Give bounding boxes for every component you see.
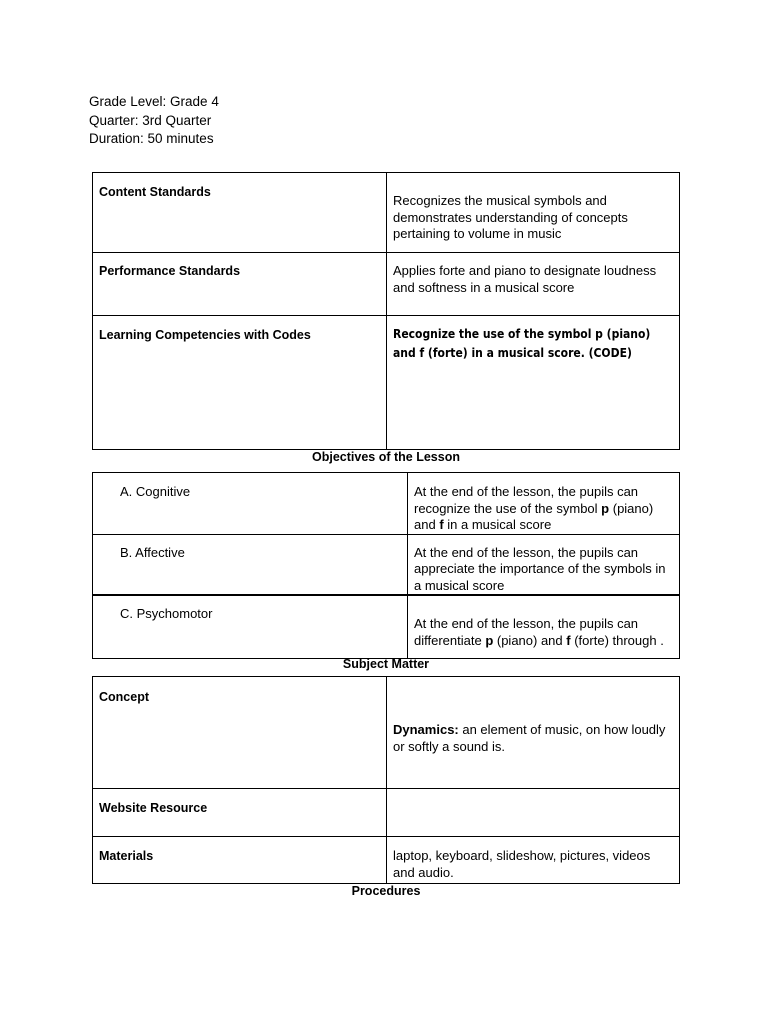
quarter: Quarter: 3rd Quarter	[89, 112, 212, 128]
materials-value: laptop, keyboard, slideshow, pictures, videos and audio.	[387, 837, 680, 884]
grade-level: Grade Level: Grade 4	[89, 94, 219, 109]
website-resource-label: Website Resource	[99, 801, 208, 815]
performance-standards-label: Performance Standards	[99, 264, 241, 278]
procedures-title: Procedures	[351, 884, 421, 898]
competencies-label: Learning Competencies with Codes	[99, 328, 311, 342]
psychomotor-value: At the end of the lesson, the pupils can differentiate p (piano) and f (forte) through .	[408, 595, 680, 658]
psychomotor-label: C. Psychomotor	[93, 595, 408, 658]
content-standards-value: Recognizes the musical symbols and demonstrates understanding of concepts pertaining to volume in music	[387, 173, 680, 253]
lesson-meta	[89, 93, 219, 149]
cognitive-label: A. Cognitive	[93, 473, 408, 535]
standards-table	[92, 172, 680, 450]
performance-standards-value: Applies forte and piano to designate loudness and softness in a musical score	[387, 253, 680, 316]
objectives-table	[92, 472, 680, 659]
affective-value: At the end of the lesson, the pupils can appreciate the importance of the symbols in a musical score	[408, 534, 680, 595]
website-resource-value	[387, 789, 680, 837]
concept-value: Dynamics: an element of music, on how loudly or softly a sound is.	[387, 677, 680, 789]
competencies-value: Recognize the use of the symbol p (piano) and f (forte) in a musical score. (CODE)	[393, 327, 651, 360]
concept-label: Concept	[99, 690, 149, 704]
cognitive-value: At the end of the lesson, the pupils can recognize the use of the symbol p (piano) and f in a musical score	[408, 473, 680, 535]
subject-matter-table	[92, 676, 680, 884]
subject-matter-title: Subject Matter	[342, 657, 430, 671]
affective-label: B. Affective	[93, 534, 408, 595]
materials-label: Materials	[99, 849, 154, 863]
objectives-title: Objectives of the Lesson	[312, 450, 460, 464]
content-standards-label: Content Standards	[99, 185, 211, 199]
duration: Duration: 50 minutes	[89, 131, 214, 146]
